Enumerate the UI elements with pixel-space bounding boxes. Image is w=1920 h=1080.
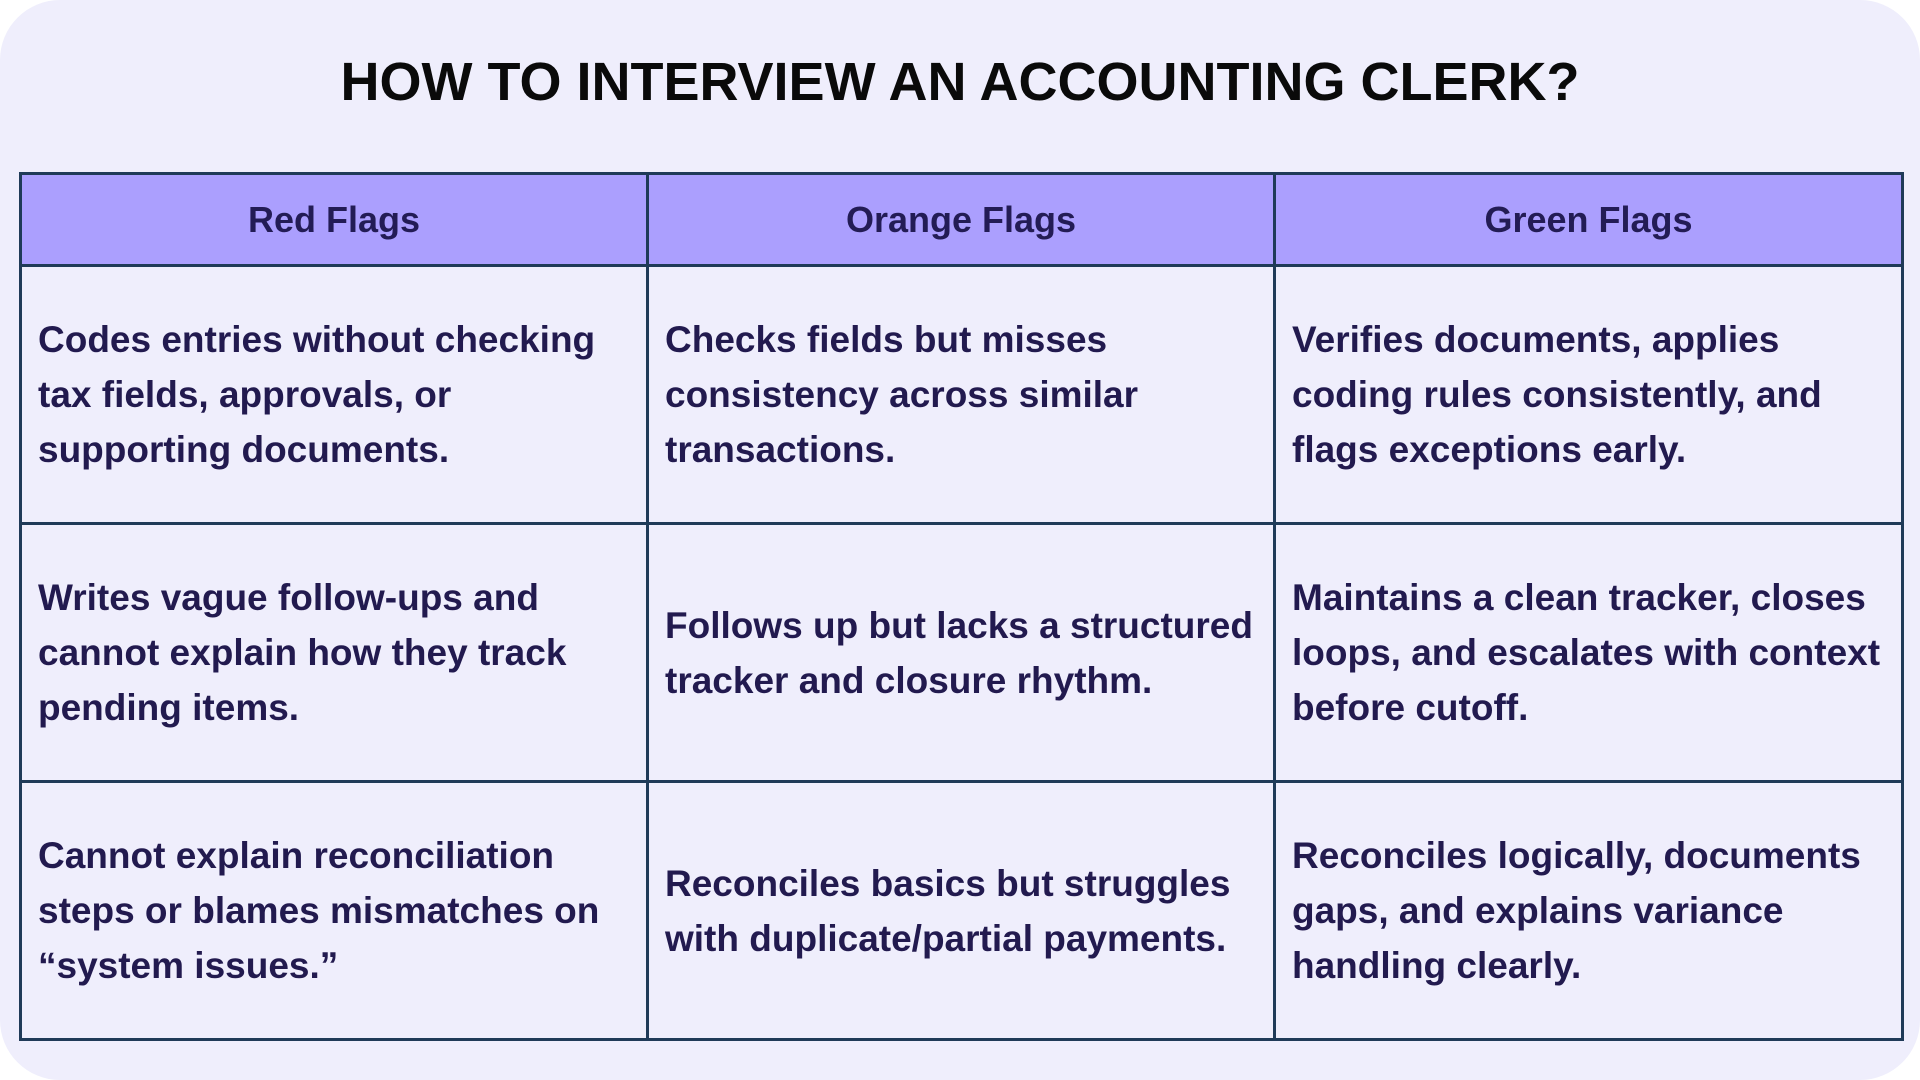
- cell-red-flag: Cannot explain reconciliation steps or blames mismatches on “system issues.”: [21, 782, 648, 1040]
- table-row: [21, 524, 1903, 782]
- table-header-row: [21, 174, 1903, 266]
- table-row: [21, 266, 1903, 524]
- header-green-flags: Green Flags: [1275, 174, 1903, 266]
- page-title: HOW TO INTERVIEW AN ACCOUNTING CLERK?: [340, 52, 1580, 112]
- header-orange-flags: Orange Flags: [648, 174, 1275, 266]
- cell-orange-flag: Reconciles basics but struggles with duplicate/partial payments.: [648, 782, 1275, 1040]
- cell-green-flag: Verifies documents, applies coding rules consistently, and flags exceptions early.: [1275, 266, 1903, 524]
- cell-orange-flag: Checks fields but misses consistency across similar transactions.: [648, 266, 1275, 524]
- header-red-flags: Red Flags: [21, 174, 648, 266]
- table-row: [21, 782, 1903, 1040]
- cell-green-flag: Maintains a clean tracker, closes loops, and escalates with context before cutoff.: [1275, 524, 1903, 782]
- cell-green-flag: Reconciles logically, documents gaps, and explains variance handling clearly.: [1275, 782, 1903, 1040]
- cell-orange-flag: Follows up but lacks a structured tracker and closure rhythm.: [648, 524, 1275, 782]
- cell-red-flag: Writes vague follow-ups and cannot explain how they track pending items.: [21, 524, 648, 782]
- flags-table: [19, 172, 1904, 1041]
- cell-red-flag: Codes entries without checking tax fields, approvals, or supporting documents.: [21, 266, 648, 524]
